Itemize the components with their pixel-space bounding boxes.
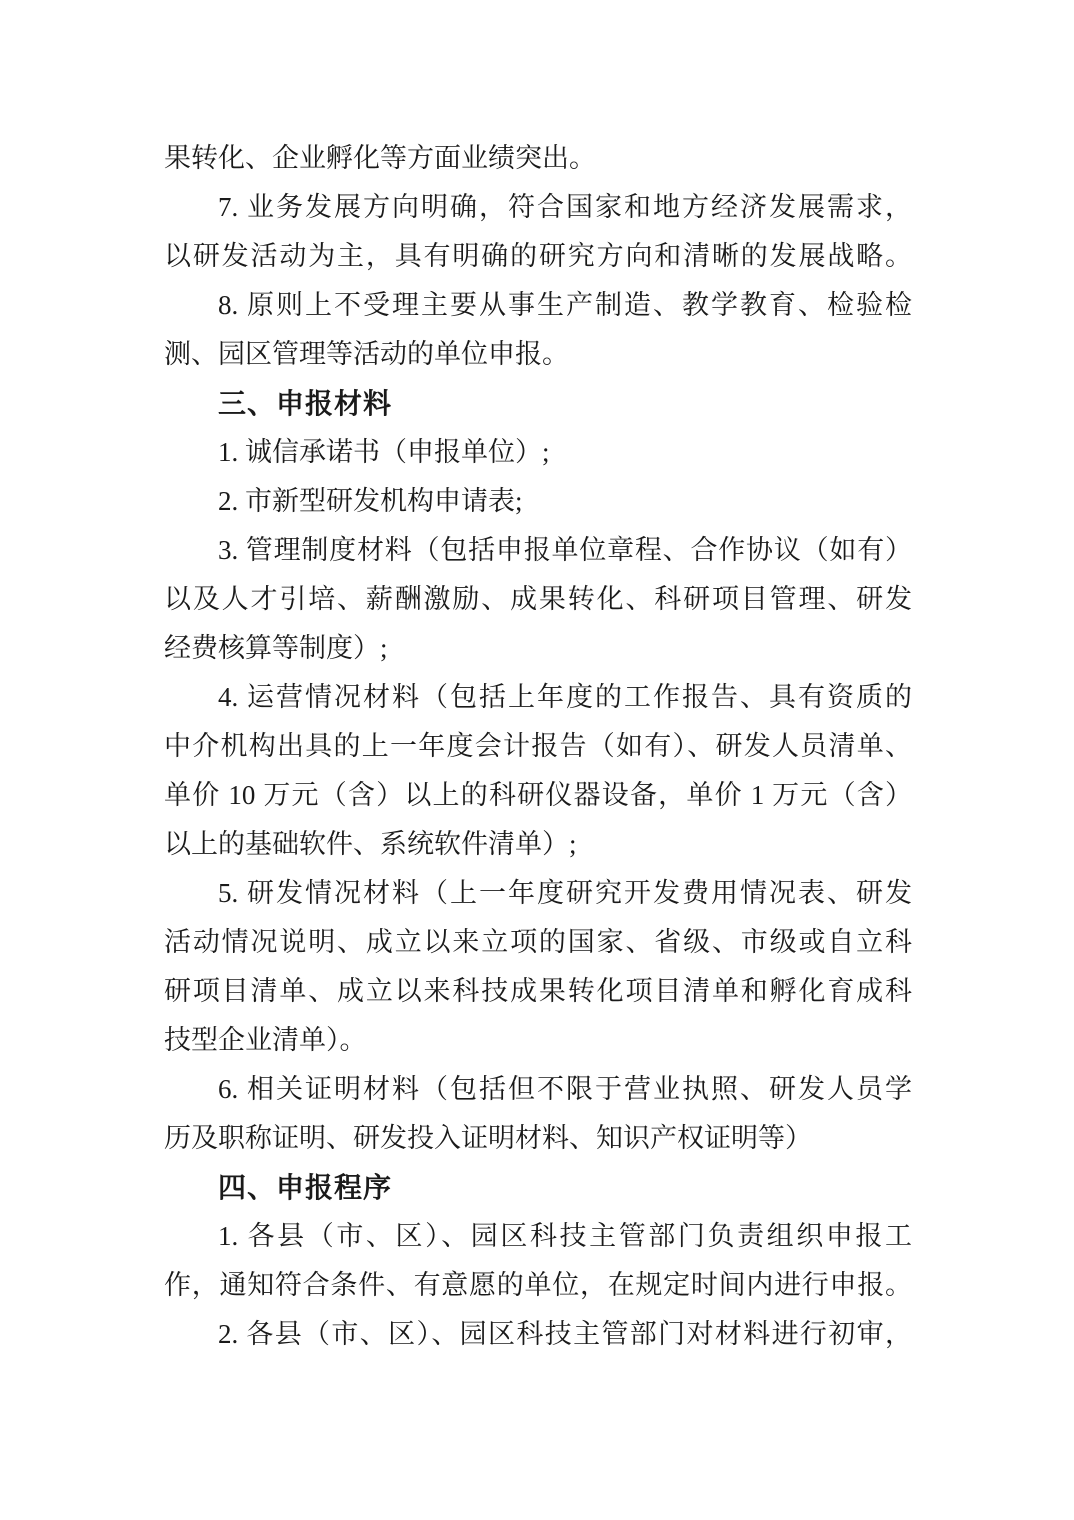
document-line: 3. 管理制度材料（包括申报单位章程、合作协议（如有） <box>218 535 912 565</box>
document-line: 活动情况说明、成立以来立项的国家、省级、市级或自立科 <box>164 927 912 957</box>
document-line: 6. 相关证明材料（包括但不限于营业执照、研发人员学 <box>218 1074 912 1104</box>
document-line: 测、园区管理等活动的单位申报。 <box>164 339 569 369</box>
document-line: 研项目清单、成立以来科技成果转化项目清单和孵化育成科 <box>164 976 912 1006</box>
document-line: 以及人才引培、薪酬激励、成果转化、科研项目管理、研发 <box>164 584 912 614</box>
document-line: 以研发活动为主，具有明确的研究方向和清晰的发展战略。 <box>164 241 912 271</box>
document-line: 中介机构出具的上一年度会计报告（如有）、研发人员清单、 <box>164 731 912 761</box>
document-line: 4. 运营情况材料（包括上年度的工作报告、具有资质的 <box>218 682 912 712</box>
section-heading: 四、申报程序 <box>218 1172 393 1203</box>
document-line: 1. 诚信承诺书（申报单位）; <box>218 437 550 467</box>
document-line: 2. 各县（市、区）、园区科技主管部门对材料进行初审， <box>218 1319 912 1349</box>
document-line: 7. 业务发展方向明确，符合国家和地方经济发展需求， <box>218 192 912 222</box>
document-line: 以上的基础软件、系统软件清单）; <box>164 829 577 859</box>
document-line: 5. 研发情况材料（上一年度研究开发费用情况表、研发 <box>218 878 912 908</box>
document-line: 8. 原则上不受理主要从事生产制造、教学教育、检验检 <box>218 290 912 320</box>
section-heading: 三、申报材料 <box>218 388 393 419</box>
document-line: 果转化、企业孵化等方面业绩突出。 <box>164 143 596 173</box>
document-line: 单价 10 万元（含）以上的科研仪器设备，单价 1 万元（含） <box>164 780 912 810</box>
document-line: 历及职称证明、研发投入证明材料、知识产权证明等） <box>164 1123 812 1153</box>
document-line: 作，通知符合条件、有意愿的单位，在规定时间内进行申报。 <box>164 1270 912 1300</box>
document-line: 经费核算等制度）; <box>164 633 388 663</box>
document-line: 2. 市新型研发机构申请表; <box>218 486 523 516</box>
document-line: 技型企业清单）。 <box>164 1025 367 1055</box>
document-text-block <box>164 134 912 1359</box>
document-line: 1. 各县（市、区）、园区科技主管部门负责组织申报工 <box>218 1221 912 1251</box>
